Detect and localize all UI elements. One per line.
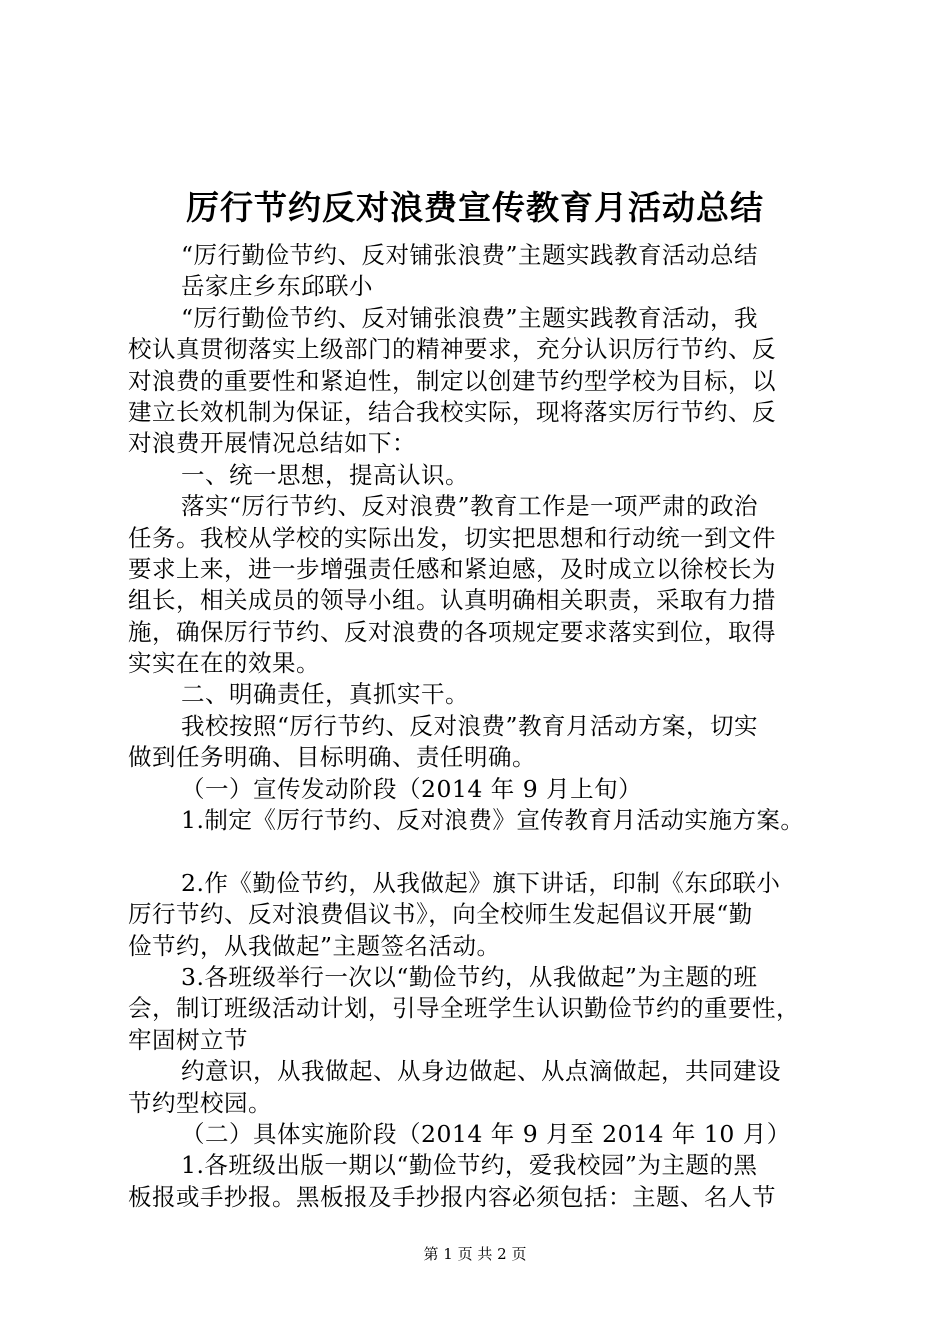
document-title: 厉行节约反对浪费宣传教育月活动总结: [186, 188, 764, 227]
text-line: 建立长效机制为保证，结合我校实际，现将落实厉行节约、反: [128, 397, 776, 426]
document-body: [128, 240, 833, 1213]
text-line: “厉行勤俭节约、反对铺张浪费”主题实践教育活动总结: [181, 241, 759, 269]
text-line: （一）宣传发动阶段（2014 年 9 月上旬）: [181, 774, 643, 803]
text-line: “厉行勤俭节约、反对铺张浪费”主题实践教育活动，我: [181, 303, 759, 332]
text-line: 要求上来，进一步增强责任感和紧迫感，及时成立以徐校长为: [128, 554, 776, 583]
text-line: 校认真贯彻落实上级部门的精神要求，充分认识厉行节约、反: [128, 335, 776, 364]
text-line: 1.各班级出版一期以“勤俭节约，爱我校园”为主题的黑: [181, 1151, 758, 1180]
text-line: [128, 836, 833, 867]
text-line: 对浪费的重要性和紧迫性，制定以创建节约型学校为目标，以: [128, 366, 776, 395]
text-line: 岳家庄乡东邱联小: [181, 272, 373, 301]
text-line: 落实“厉行节约、反对浪费”教育工作是一项严肃的政治: [181, 492, 759, 521]
text-line: 2.作《勤俭节约，从我做起》旗下讲话，印制《东邱联小: [181, 868, 781, 897]
text-line: 1.制定《厉行节约、反对浪费》宣传教育月活动实施方案。: [181, 806, 805, 835]
text-line: 会，制订班级活动计划，引导全班学生认识勤俭节约的重要性，: [128, 994, 800, 1023]
text-line: 牢固树立节: [128, 1025, 248, 1054]
text-line: 厉行节约、反对浪费倡议书》，向全校师生发起倡议开展“勤: [128, 900, 753, 929]
text-line: 二、明确责任，真抓实干。: [181, 680, 469, 709]
text-line: 对浪费开展情况总结如下：: [128, 429, 416, 458]
text-line: 我校按照“厉行节约、反对浪费”教育月活动方案，切实: [181, 711, 759, 740]
text-line: 施，确保厉行节约、反对浪费的各项规定要求落实到位，取得: [128, 617, 776, 646]
text-line: 一、统一思想，提高认识。: [181, 460, 469, 489]
text-line: 约意识，从我做起、从身边做起、从点滴做起，共同建设: [181, 1057, 781, 1086]
text-line: 节约型校园。: [128, 1088, 272, 1117]
text-line: 实实在在的效果。: [128, 649, 320, 678]
page-footer: 第 1 页 共 2 页: [423, 1245, 527, 1263]
text-line: 3.各班级举行一次以“勤俭节约，从我做起”为主题的班: [181, 962, 758, 991]
text-line: 任务。我校从学校的实际出发，切实把思想和行动统一到文件: [128, 523, 776, 552]
text-line: （二）具体实施阶段（2014 年 9 月至 2014 年 10 月）: [181, 1119, 791, 1148]
text-line: 组长，相关成员的领导小组。认真明确相关职责，采取有力措: [128, 586, 776, 615]
text-line: 俭节约，从我做起”主题签名活动。: [128, 931, 501, 960]
text-line: 板报或手抄报。黑板报及手抄报内容必须包括：主题、名人节: [128, 1182, 776, 1211]
text-line: 做到任务明确、目标明确、责任明确。: [128, 743, 536, 772]
